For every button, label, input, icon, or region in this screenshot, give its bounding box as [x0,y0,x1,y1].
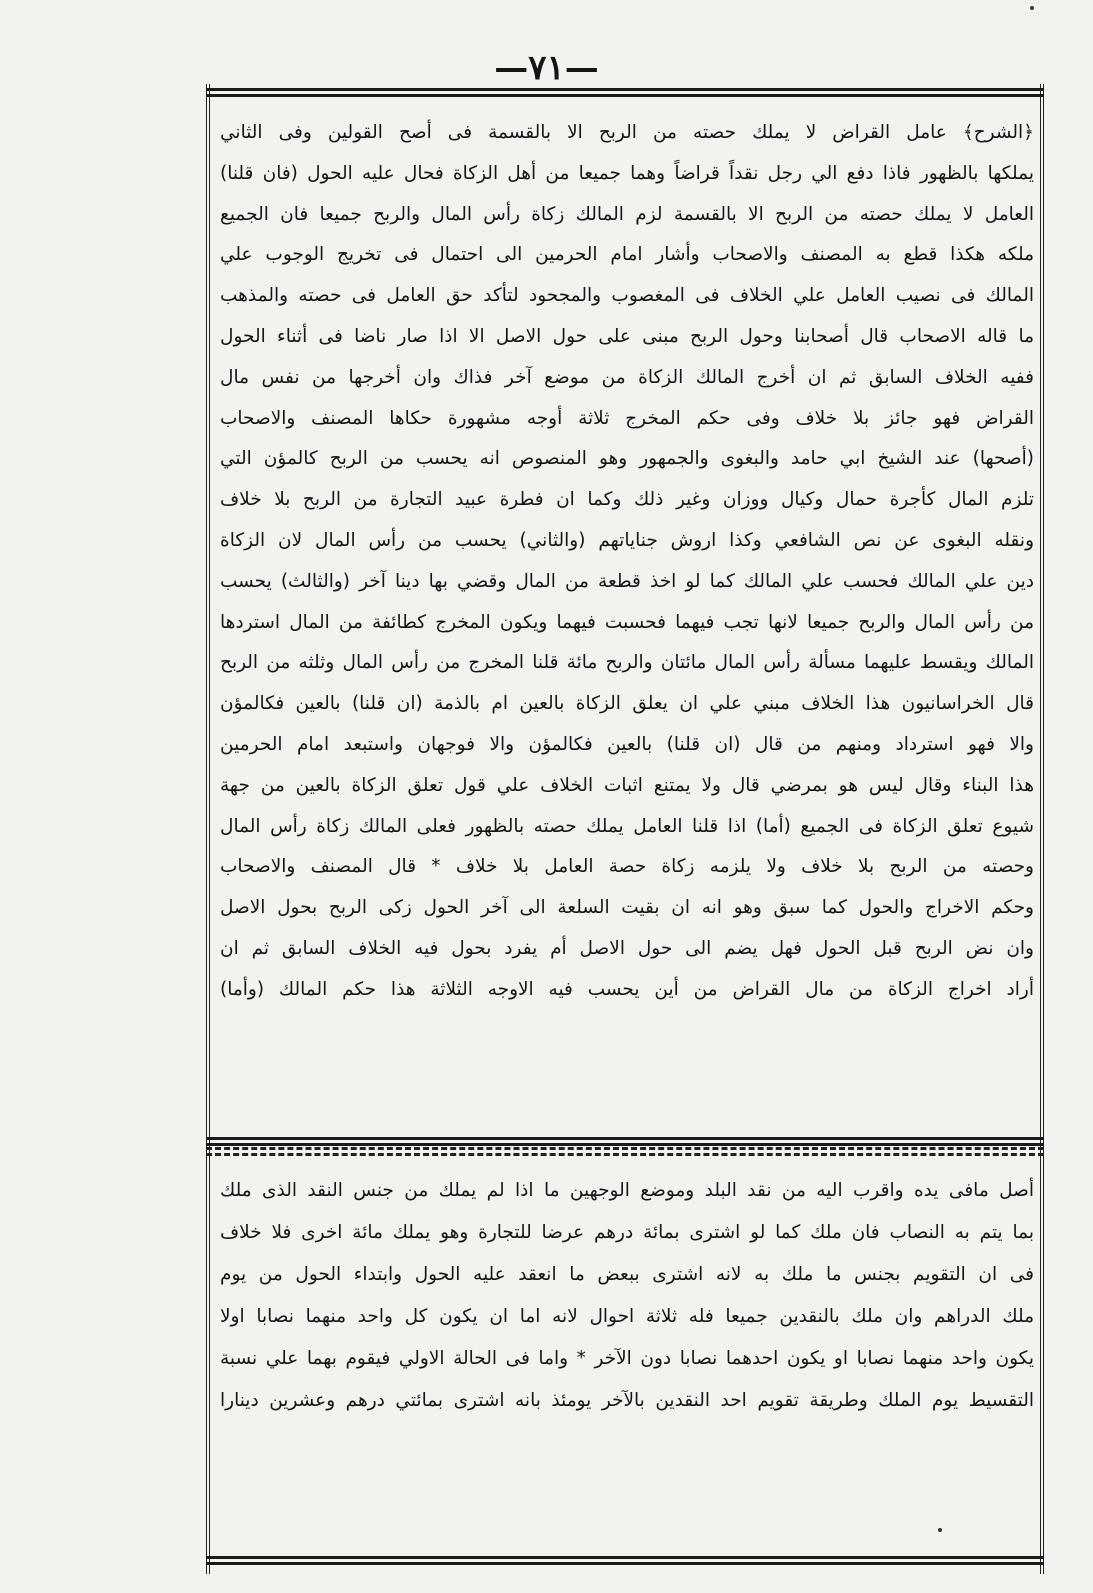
footnote-line: بما يتم به النصاب فان ملك كما لو اشترى بمائة درهم عرضا للتجارة وهو يملك مائة اخرى فلا خلاف [220,1222,1034,1243]
text-line: ﴿الشرح﴾ عامل القراض لا يملك حصته من الربح الا بالقسمة فى أصح القولين وفى الثاني [220,122,1034,143]
text-line: المالك ويقسط عليهما مسألة رأس المال مائتان والربح مائة قلنا المخرج من رأس المال وثلثه من الربح [220,652,1034,674]
top-double-rule [206,88,1044,97]
scan-speck [938,1528,942,1532]
text-line: ملكه هكذا قطع به المصنف والاصحاب وأشار امام الحرمين الى احتمال فى تخريج الوجوب علي [220,244,1034,266]
footnote-line: أصل مافى يده واقرب اليه من نقد البلد وموضع الوجهين ما اذا لم يملك من جنس النقد الذى ملك [220,1180,1034,1201]
text-line: تلزم المال كأجرة حمال وكيال ووزان وغير ذلك وكما ان فطرة عبيد التجارة من الربح بلا خلاف [220,489,1034,511]
text-line: ونقله البغوى عن نص الشافعي وكذا اروش جناياتهم (والثاني) يحسب من رأس المال لان الزكاة [220,529,1034,551]
page-number: —٧١— [494,48,599,88]
footnote-line: التقسيط يوم الملك وطريقة تقويم احد النقدين بالآخر يومئذ بانه اشترى بمائتي درهم وعشرين دينارا [220,1390,1034,1411]
text-line: المالك فى نصيب العامل علي الخلاف فى المغصوب والمجحود لتأكد حق العامل فى حصته والمذهب [220,285,1034,307]
text-line: أراد اخراج الزكاة من مال القراض من أين يحسب فيه الاوجه الثلاثة هذا حكم المالك (وأما) [220,978,1034,1000]
text-line: دين علي المالك فحسب علي المالك كما لو اخذ قطعة من المال وقضي بها دينا آخر (والثالث) يحسب [220,570,1034,592]
footnote-line: يكون واحد منهما نصابا او يكون احدهما نصابا دون الآخر * واما فى الحالة الاولي فيقوم بهما علي نسبة [220,1348,1034,1369]
middle-double-rule [206,1137,1044,1146]
footnote-line: فى ان التقويم بجنس ما ملك به لانه اشترى ببعض ما انعقد عليه الحول وابتداء الحول من يوم [220,1264,1034,1285]
main-commentary-text [220,113,1034,1011]
footnote-separator [206,1147,1044,1156]
footnote-line: ملك الدراهم وان ملك بالنقدين جميعا فله ثلاثة احوال لانه اما ان يكون كل واحد منهما نصابا اولا [220,1306,1034,1327]
text-line: قال الخراسانيون هذا الخلاف مبني علي ان يعلق الزكاة بالعين ام بالذمة (ان قلنا) بالعين فكالمؤن [220,693,1034,715]
text-line: والا فهو استرداد ومنهم من قال (ان قلنا) بالعين فكالمؤن والا فوجهان واستبعد امام الحرمين [220,733,1034,755]
text-line: من رأس المال والربح جميعا لانها تجب فيهما فحسبت فيهما ويكون المخرج كطائفة من المال استردها [220,611,1034,633]
text-line: وحصته من الربح بلا خلاف ولا يلزمه زكاة حصة العامل بلا خلاف * قال المصنف والاصحاب [220,856,1034,878]
text-line: ففيه الخلاف السابق ثم ان أخرج المالك الزكاة من موضع آخر فذاك وان أخرجها من نفس مال [220,366,1034,388]
text-line: هذا البناء وقال ليس هو بمرضي قال ولا يمتنع اثبات الخلاف علي قول تعلق الزكاة بالعين من جهة [220,774,1034,796]
text-line: (أصحها) عند الشيخ ابي حامد والبغوى والجمهور وهو المنصوص انه يحسب من الربح كالمؤن التي [220,448,1034,470]
text-line: وان نض الربح قبل الحول فهل يضم الى حول الاصل أم يفرد بحول فيه الخلاف السابق ثم ان [220,937,1034,959]
text-line: يملكها بالظهور فاذا دفع الي رجل نقداً قراضاً وهما جميعا من أهل الزكاة فحال عليه الحول (فان قلنا) [220,162,1034,184]
text-line: شيوع تعلق الزكاة فى الجميع (أما) اذا قلنا العامل يملك حصته بالظهور فعلى المالك زكاة رأس المال [220,815,1034,837]
bottom-double-rule [206,1556,1044,1565]
text-line: وحكم الاخراج والحول كما سبق وهو انه ان بقيت السلعة الى آخر الحول زكى الربح بحول الاصل [220,897,1034,919]
text-line: القراض فهو جائز بلا خلاف وفى حكم المخرج ثلاثة أوجه مشهورة حكاها المصنف والاصحاب [220,407,1034,429]
footnote-text [220,1170,1034,1422]
scan-speck [1030,6,1034,10]
text-line: ما قاله الاصحاب قال أصحابنا وحول الربح مبنى على حول الاصل الا اذا صار ناضا فى أثناء الحول [220,325,1034,347]
text-line: العامل لا يملك حصته من الربح الا بالقسمة لزم المالك زكاة رأس المال والربح جميعا فان الجميع [220,203,1034,225]
